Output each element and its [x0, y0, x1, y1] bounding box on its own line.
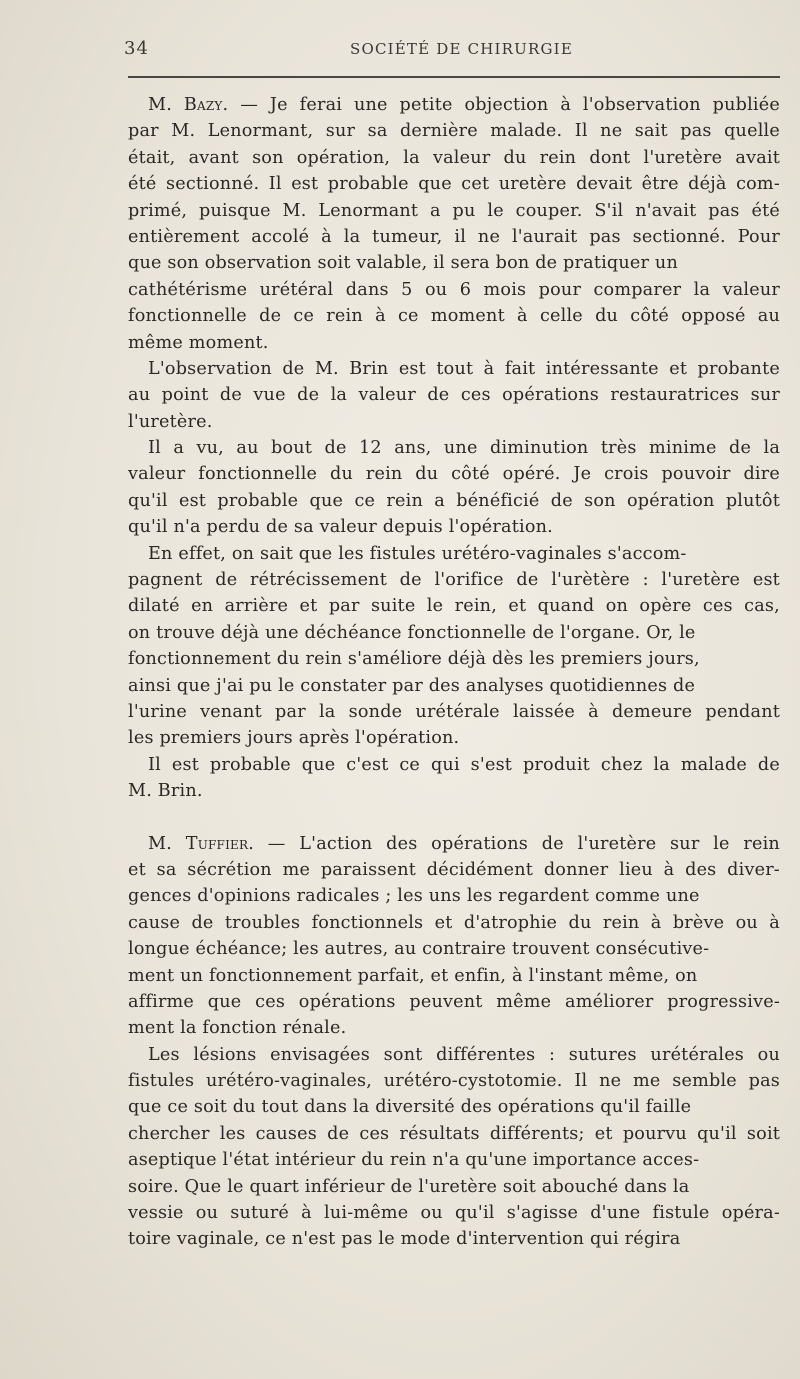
text-line: affirme que ces opérations peuvent même améliorer progressive-: [128, 991, 780, 1012]
text-line: cause de troubles fonctionnels et d'atrophie du rein à brève ou à: [128, 912, 780, 933]
text-line: M. Brin.: [128, 781, 203, 802]
text-line: M. Tuffier. — L'action des opérations de l'uretère sur le rein: [148, 833, 780, 854]
speaker-name: Bazy: [183, 95, 223, 115]
text-line: gences d'opinions radicales ; les uns les regardent comme une: [128, 886, 700, 907]
paragraph: [128, 831, 788, 1042]
text-line: au point de vue de la valeur de ces opérations restauratrices sur: [128, 385, 780, 406]
text-line: par M. Lenormant, sur sa dernière malade. Il ne sait pas quelle: [128, 121, 780, 142]
text-line: ment un fonctionnement parfait, et enfin, à l'instant même, on: [128, 965, 698, 986]
text-line: fonctionnement du rein s'améliore déjà dès les premiers jours,: [128, 649, 700, 670]
text-line: soire. Que le quart inférieur de l'uretère soit abouché dans la: [128, 1176, 690, 1197]
text-line: était, avant son opération, la valeur du rein dont l'uretère avait: [128, 147, 781, 168]
paragraph: [128, 435, 788, 541]
text-line: l'uretère.: [128, 411, 213, 432]
paragraph: [128, 92, 788, 356]
paragraph: [128, 1042, 788, 1253]
page-number: 34: [124, 38, 149, 59]
text-line: cathétérisme urétéral dans 5 ou 6 mois pour comparer la valeur: [128, 279, 780, 300]
text-line: qu'il n'a perdu de sa valeur depuis l'opération.: [128, 517, 553, 538]
text-line: En effet, on sait que les fistules urétéro-vaginales s'accom-: [148, 543, 687, 564]
section-gap: [128, 805, 788, 831]
running-title: SOCIÉTÉ DE CHIRURGIE: [350, 40, 573, 58]
text-line: les premiers jours après l'opération.: [128, 728, 460, 749]
paragraph: [128, 541, 788, 752]
text-line: aseptique l'état intérieur du rein n'a qu'une importance acces-: [128, 1150, 700, 1171]
text-line: que son observation soit valable, il sera bon de pratiquer un: [128, 253, 678, 274]
text-line: chercher les causes de ces résultats différents; et pourvu qu'il soit: [128, 1123, 781, 1144]
text-line: même moment.: [128, 332, 269, 353]
speaker-name: Tuffier: [185, 833, 249, 854]
text-line: Les lésions envisagées sont différentes : sutures urétérales ou: [148, 1044, 781, 1065]
text-line: primé, puisque M. Lenormant a pu le couper. S'il n'avait pas été: [128, 200, 780, 221]
text-line: ment la fonction rénale.: [128, 1018, 347, 1039]
text-line: été sectionné. Il est probable que cet uretère devait être déjà com-: [128, 174, 780, 195]
text-line: l'urine venant par la sonde urétérale laissée à demeure pendant: [128, 701, 780, 722]
text-line: que ce soit du tout dans la diversité des opérations qu'il faille: [128, 1097, 692, 1118]
text-line: toire vaginale, ce n'est pas le mode d'intervention qui régira: [128, 1229, 681, 1250]
text-line: L'observation de M. Brin est tout à fait intéressante et probante: [148, 358, 780, 379]
paragraph: [128, 356, 788, 435]
text-line: valeur fonctionnelle du rein du côté opéré. Je crois pouvoir dire: [128, 464, 780, 485]
text-line: pagnent de rétrécissement de l'orifice de l'urètère : l'uretère est: [128, 570, 780, 591]
running-head: [124, 38, 786, 62]
text-line: entièrement accolé à la tumeur, il ne l'aurait pas sectionné. Pour: [128, 226, 780, 247]
text-line: vessie ou suturé à lui-même ou qu'il s'agisse d'une fistule opéra-: [128, 1203, 781, 1224]
text-line: on trouve déjà une déchéance fonctionnelle de l'organe. Or, le: [128, 622, 696, 643]
text-line: M. Bazy. — Je ferai une petite objection à l'observation publiée: [148, 95, 780, 115]
paragraph: [128, 752, 788, 805]
text-line: dilaté en arrière et par suite le rein, et quand on opère ces cas,: [128, 596, 780, 617]
body-text: [128, 92, 788, 1253]
text-line: Il est probable que c'est ce qui s'est produit chez la malade de: [148, 754, 780, 775]
text-line: fistules urétéro-vaginales, urétéro-cystotomie. Il ne me semble pas: [128, 1071, 781, 1092]
text-line: fonctionnelle de ce rein à ce moment à celle du côté opposé au: [128, 306, 781, 327]
text-line: Il a vu, au bout de 12 ans, une diminution très minime de la: [148, 438, 781, 459]
text-line: ainsi que j'ai pu le constater par des analyses quotidiennes de: [128, 675, 696, 696]
text-line: longue échéance; les autres, au contraire trouvent consécutive-: [128, 939, 710, 960]
text-line: et sa sécrétion me paraissent décidément donner lieu à des diver-: [128, 859, 780, 880]
header-rule: [128, 76, 780, 78]
text-line: qu'il est probable que ce rein a bénéficié de son opération plutôt: [128, 490, 780, 511]
